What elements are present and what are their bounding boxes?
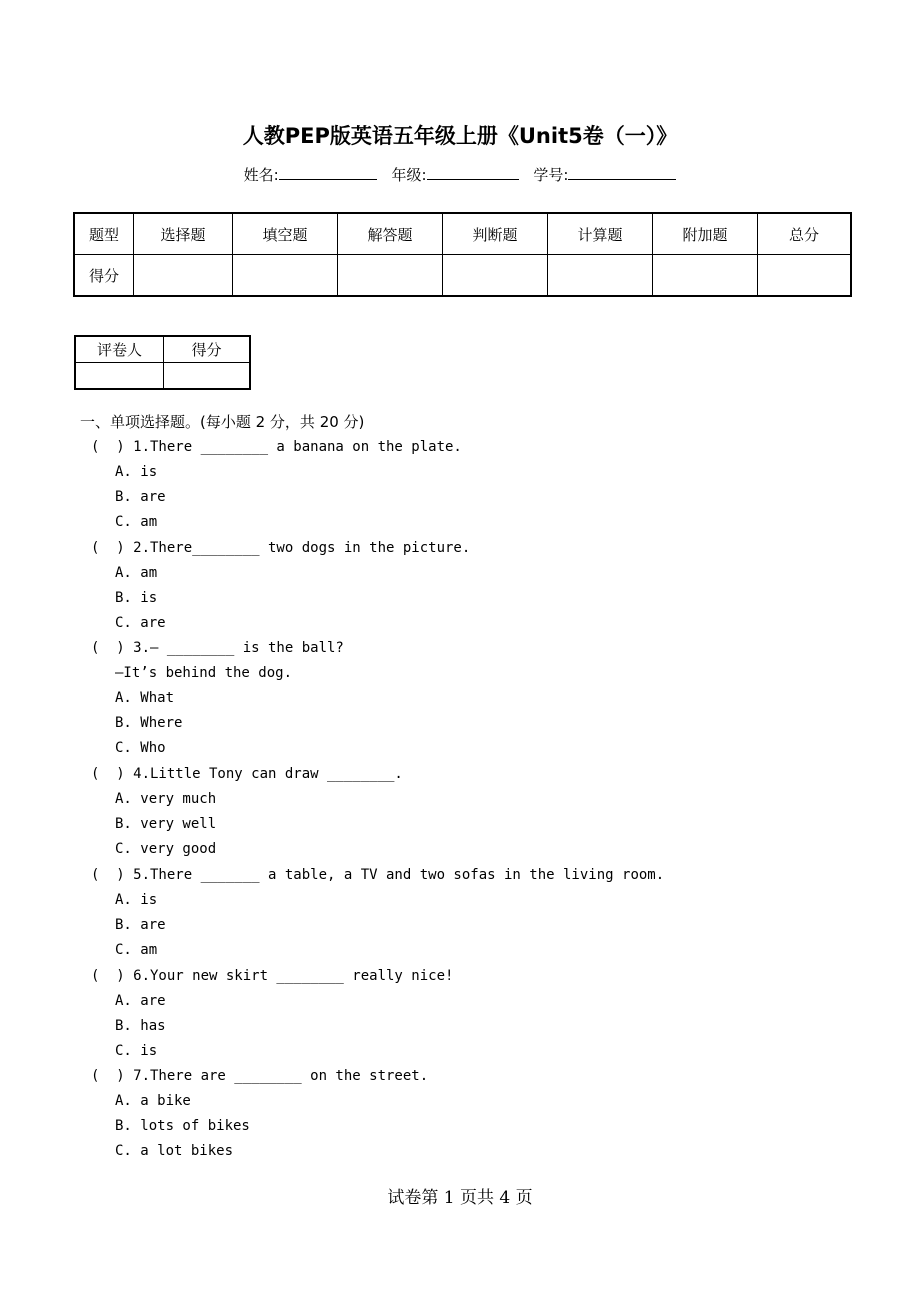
score-cell[interactable] <box>134 255 233 297</box>
option: C. very good <box>115 841 217 857</box>
grade-blank <box>427 165 519 180</box>
score-cell[interactable] <box>758 255 852 297</box>
option: A. very much <box>115 791 217 807</box>
option: C. am <box>115 942 158 958</box>
score-cell[interactable] <box>233 255 338 297</box>
option: C. am <box>115 514 158 530</box>
option: B. has <box>115 1018 166 1034</box>
grader-cell[interactable] <box>75 363 164 390</box>
question-2: ( ) 2.There________ two dogs in the picture. <box>91 540 471 556</box>
header-cell-extra: 附加题 <box>653 213 758 255</box>
question-3: ( ) 3.— ________ is the ball? <box>91 640 344 656</box>
header-cell-total: 总分 <box>758 213 852 255</box>
name-label: 姓名: <box>243 166 279 184</box>
id-blank <box>568 165 676 180</box>
option: B. are <box>115 489 166 505</box>
header-cell-judge: 判断题 <box>443 213 548 255</box>
page-title: 人教PEP版英语五年级上册《Unit5卷（一）》 <box>242 124 678 148</box>
option: A. What <box>115 690 175 706</box>
option: B. lots of bikes <box>115 1118 250 1134</box>
score-table-header-row <box>74 213 851 255</box>
option: C. are <box>115 615 166 631</box>
header-cell-fill: 填空题 <box>233 213 338 255</box>
grader-header: 评卷人 <box>75 336 164 363</box>
grader-table <box>74 335 251 390</box>
option: A. is <box>115 464 158 480</box>
score-table <box>73 212 852 297</box>
option: B. is <box>115 590 158 606</box>
score-cell[interactable] <box>338 255 443 297</box>
question-4: ( ) 4.Little Tony can draw ________. <box>91 766 403 782</box>
option: C. a lot bikes <box>115 1143 234 1159</box>
option: A. are <box>115 993 166 1009</box>
option: C. Who <box>115 740 166 756</box>
option: B. are <box>115 917 166 933</box>
grader-score-header: 得分 <box>164 336 251 363</box>
student-info <box>0 164 920 185</box>
score-cell[interactable] <box>548 255 653 297</box>
page-footer: 试卷第 1 页共 4 页 <box>387 1188 533 1208</box>
name-blank <box>279 165 377 180</box>
score-row-label: 得分 <box>74 255 134 297</box>
score-table-score-row <box>74 255 851 297</box>
grader-score-cell[interactable] <box>164 363 251 390</box>
grade-label: 年级: <box>391 166 427 184</box>
option: A. a bike <box>115 1093 191 1109</box>
header-cell-answer: 解答题 <box>338 213 443 255</box>
question-1: ( ) 1.There ________ a banana on the plate. <box>91 439 462 455</box>
header-cell-choice: 选择题 <box>134 213 233 255</box>
header-cell-type: 题型 <box>74 213 134 255</box>
section-title: 一、单项选择题。(每小题 2 分，共 20 分) <box>80 413 365 431</box>
option: A. am <box>115 565 158 581</box>
id-label: 学号: <box>533 166 569 184</box>
header-cell-calc: 计算题 <box>548 213 653 255</box>
score-cell[interactable] <box>443 255 548 297</box>
question-3-answer-line: —It’s behind the dog. <box>115 665 293 681</box>
option: C. is <box>115 1043 158 1059</box>
question-6: ( ) 6.Your new skirt ________ really nice! <box>91 968 454 984</box>
question-5: ( ) 5.There _______ a table, a TV and two sofas in the living room. <box>91 867 665 883</box>
option: A. is <box>115 892 158 908</box>
score-cell[interactable] <box>653 255 758 297</box>
question-7: ( ) 7.There are ________ on the street. <box>91 1068 429 1084</box>
option: B. very well <box>115 816 217 832</box>
option: B. Where <box>115 715 183 731</box>
